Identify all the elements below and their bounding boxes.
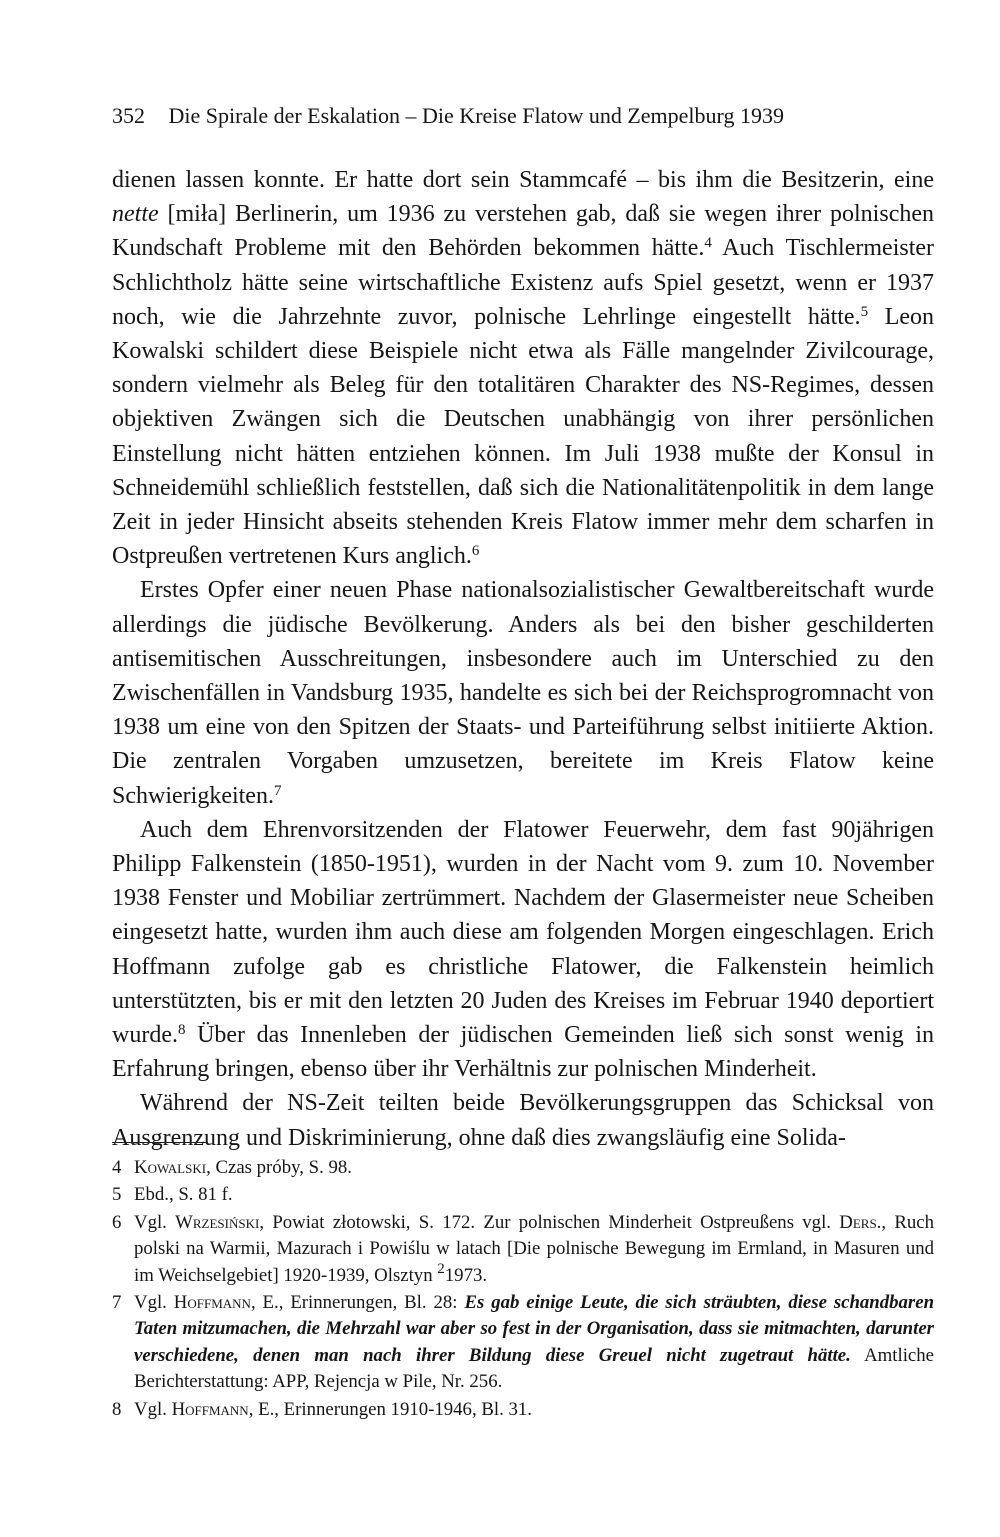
footnote-number: 6 bbox=[112, 1211, 122, 1233]
footnote-ref[interactable]: 6 bbox=[471, 542, 480, 559]
paragraph bbox=[112, 813, 934, 1087]
footnote-5 bbox=[112, 1182, 934, 1208]
footnote-ref[interactable]: 4 bbox=[704, 235, 712, 252]
footnote-text: , E., Erinnerungen, Bl. 28: bbox=[250, 1292, 465, 1314]
footnote-text: , Powiat złotowski, S. 172. Zur polnischen Minderheit Ostpreußens vgl. bbox=[259, 1211, 840, 1233]
footnote-6 bbox=[112, 1210, 934, 1289]
footnotes bbox=[112, 1155, 934, 1424]
main-text bbox=[112, 163, 934, 1155]
text-run: dienen lassen konnte. Er hatte dort sein Stammcafé – bis ihm die Besitzerin, eine bbox=[112, 167, 934, 193]
text-run: Erstes Opfer einer neuen Phase nationalsozialistischer Gewaltbereitschaft wurde allerdings die jüdische Bevölkerung. Anders als bei den bisher geschilderten antisemitischen Ausschreitungen, insbesondere auch im Unterschied zu den Zwischenfällen in Vandsburg 1935, handelte es sich bei der Reichsprogromnacht von 1938 um eine von den Spitzen der Staats- und Parteiführung selbst initiierte Aktion. Die zentralen Vorgaben umzusetzen, bereitete im Kreis Flatow keine Schwierigkeiten. bbox=[112, 577, 934, 809]
footnote-divider bbox=[112, 1142, 208, 1143]
text-run: Über das Innenleben der jüdischen Gemeinden ließ sich sonst wenig in Erfahrung bringen, ebenso über ihr Verhältnis zur polnischen Minderheit. bbox=[112, 1022, 934, 1083]
footnote-ref[interactable]: 8 bbox=[177, 1021, 186, 1038]
footnote-number: 4 bbox=[112, 1157, 122, 1178]
footnote-text: Amtliche Berichterstattung: APP, Rejencja w Pile, Nr. 256. bbox=[134, 1344, 934, 1393]
paragraph bbox=[112, 163, 934, 573]
text-run: Leon Kowalski schildert diese Beispiele nicht etwa als Fälle mangelnder Zivilcourage, sondern vielmehr als Beleg für den totalitären Charakter des NS-Regimes, dessen objektiven Zwängen sich die Deutschen unabhängig von ihrer persönlichen Einstellung nicht hätten entziehen können. Im Juli 1938 mußte der Konsul in Schneidemühl schließlich feststellen, daß sich die Nationalitätenpolitik in dem lange Zeit in jeder Hinsicht abseits stehenden Kreis Flatow immer mehr dem scharfen in Ostpreußen vertretenen Kurs anglich. bbox=[112, 303, 935, 570]
footnote-author: Hoffmann bbox=[173, 1292, 251, 1314]
paragraph bbox=[112, 573, 934, 812]
footnote-quote: Es gab einige Leute, die sich sträubten, diese schandbaren Taten mitzumachen, die Mehrzahl war aber so fest in der Organisation, dass sie mitmachten, darunter verschiedene, denen man nach ihrer Bildung diese Greuel nicht zugetraut hätte. bbox=[134, 1292, 935, 1366]
text-run: Auch Tischlermeister Schlichtholz hätte seine wirtschaftliche Existenz aufs Spiel gesetzt, wenn er 1937 noch, wie die Jahrzehnte zuvor, polnische Lehrlinge eingestellt hätte. bbox=[112, 235, 935, 330]
footnote-number: 7 bbox=[112, 1292, 122, 1314]
footnote-8 bbox=[112, 1397, 934, 1423]
italic-word: nette bbox=[112, 201, 159, 228]
footnote-ref[interactable]: 7 bbox=[273, 782, 282, 799]
text-run: [miła] Berlinerin, um 1936 zu verstehen gab, daß sie wegen ihrer polnischen Kundschaft Probleme mit den Behörden bekommen hätte. bbox=[112, 201, 934, 262]
footnote-text: Vgl. bbox=[134, 1398, 172, 1420]
text-run: Auch dem Ehrenvorsitzenden der Flatower Feuerwehr, dem fast 90jährigen Philipp Falkenstein (1850-1951), wurden in der Nacht vom 9. zum 10. November 1938 Fenster und Mobiliar zertrümmert. Nachdem der Glasermeister neue Scheiben eingesetzt hatte, wurden ihm auch diese am folgenden Morgen eingeschlagen. Erich Hoffmann zufolge gab es christliche Flatower, die Falkenstein heimlich unterstützten, bis er mit den letzten 20 Juden des Kreises im Februar 1940 deportiert wurde. bbox=[112, 816, 934, 1049]
footnote-7 bbox=[112, 1290, 934, 1396]
footnote-text: , E., Erinnerungen 1910-1946, Bl. 31. bbox=[248, 1398, 532, 1420]
text-run: Während der NS-Zeit teilten beide Bevölkerungsgruppen das Schicksal von Ausgrenzung und Diskriminierung, ohne daß dies zwangsläufig eine Solida- bbox=[112, 1090, 934, 1151]
running-header bbox=[112, 101, 902, 131]
edition-number: 2 bbox=[437, 1260, 445, 1277]
footnote-author: Ders. bbox=[839, 1211, 882, 1233]
footnote-text: Vgl. bbox=[134, 1292, 174, 1314]
footnote-number: 5 bbox=[112, 1184, 122, 1206]
footnote-text: 1973. bbox=[444, 1264, 488, 1286]
footnote-text: , Czas próby, S. 98. bbox=[206, 1157, 352, 1178]
footnote-ref[interactable]: 5 bbox=[860, 303, 869, 320]
footnote-4 bbox=[112, 1155, 934, 1181]
running-title: Die Spirale der Eskalation – Die Kreise Flatow und Zempelburg 1939 bbox=[168, 103, 784, 128]
page-number: 352 bbox=[112, 103, 145, 128]
footnote-number: 8 bbox=[112, 1398, 122, 1420]
footnote-author: Hoffmann bbox=[171, 1398, 249, 1420]
footnote-author: Wrzesiński bbox=[175, 1211, 260, 1233]
footnote-author: Kowalski bbox=[134, 1157, 207, 1178]
footnote-text: Ebd., S. 81 f. bbox=[134, 1184, 233, 1206]
paragraph bbox=[112, 1086, 934, 1154]
footnote-text: Vgl. bbox=[134, 1211, 176, 1233]
footnote-text: , Ruch polski na Warmii, Mazurach i Powiślu w latach [Die polnische Bewegung im Ermland, in Masuren und im Weichselgebiet] 1920-1939, Olsztyn bbox=[134, 1211, 934, 1286]
